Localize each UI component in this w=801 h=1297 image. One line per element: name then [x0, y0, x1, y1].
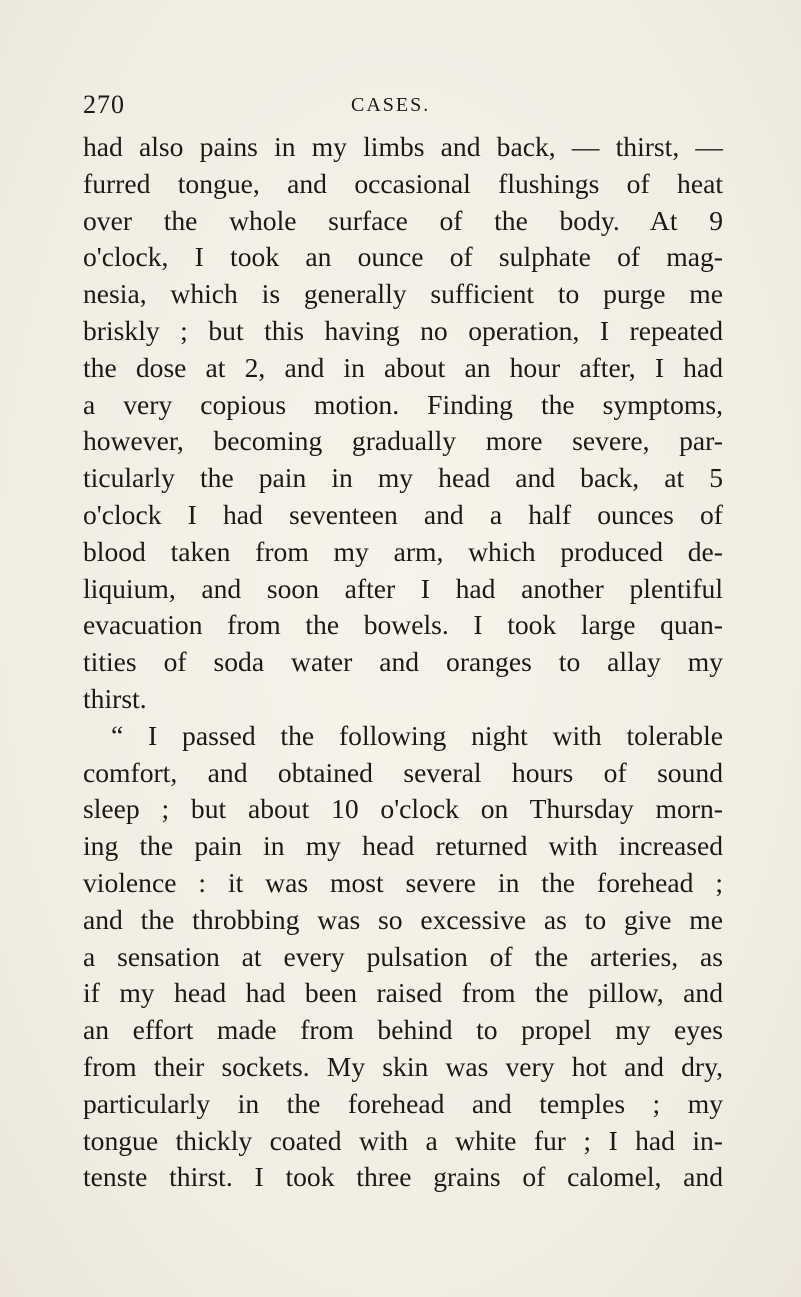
text-line: and the throbbing was so excessive as to give me [83, 903, 723, 935]
running-head: CASES. [351, 94, 431, 116]
text-line: o'clock, I took an ounce of sulphate of mag- [83, 241, 723, 273]
text-line: violence : it was most severe in the forehead ; [83, 866, 723, 898]
text-line: comfort, and obtained several hours of sound [83, 756, 723, 788]
text-line: liquium, and soon after I had another plentiful [83, 572, 723, 604]
text-line: evacuation from the bowels. I took large quan- [83, 609, 723, 641]
text-line: sleep ; but about 10 o'clock on Thursday morn- [83, 793, 723, 825]
text-line: a very copious motion. Finding the symptoms, [83, 388, 723, 420]
text-line: thirst. [83, 682, 147, 714]
text-line: however, becoming gradually more severe, par- [83, 425, 723, 457]
body-text [83, 129, 723, 1196]
text-line: briskly ; but this having no operation, I repeated [83, 314, 723, 346]
page-number: 270 [83, 90, 125, 119]
text-line: ticularly the pain in my head and back, at 5 [83, 462, 723, 494]
page-header [83, 90, 723, 126]
text-line: a sensation at every pulsation of the arteries, as [83, 940, 723, 972]
text-line: tities of soda water and oranges to allay my [83, 646, 723, 678]
text-line: the dose at 2, and in about an hour after, I had [83, 351, 723, 383]
text-line: had also pains in my limbs and back, — thirst, — [83, 131, 723, 162]
text-line: from their sockets. My skin was very hot and dry, [83, 1050, 723, 1082]
text-line: over the whole surface of the body. At 9 [83, 204, 723, 236]
text-line: blood taken from my arm, which produced de- [83, 535, 723, 567]
text-line: nesia, which is generally sufficient to purge me [83, 278, 723, 310]
text-line: furred tongue, and occasional flushings of heat [83, 167, 723, 199]
text-line: ing the pain in my head returned with increased [83, 830, 723, 862]
text-line: tongue thickly coated with a white fur ; I had in- [83, 1124, 723, 1156]
text-line: “ I passed the following night with tolerable [111, 719, 723, 751]
text-line: an effort made from behind to propel my eyes [83, 1014, 723, 1046]
text-line: if my head had been raised from the pillow, and [83, 977, 723, 1009]
text-line: particularly in the forehead and temples ; my [83, 1087, 723, 1119]
text-line: tenste thirst. I took three grains of calomel, and [83, 1161, 723, 1193]
text-line: o'clock I had seventeen and a half ounces of [83, 498, 723, 530]
